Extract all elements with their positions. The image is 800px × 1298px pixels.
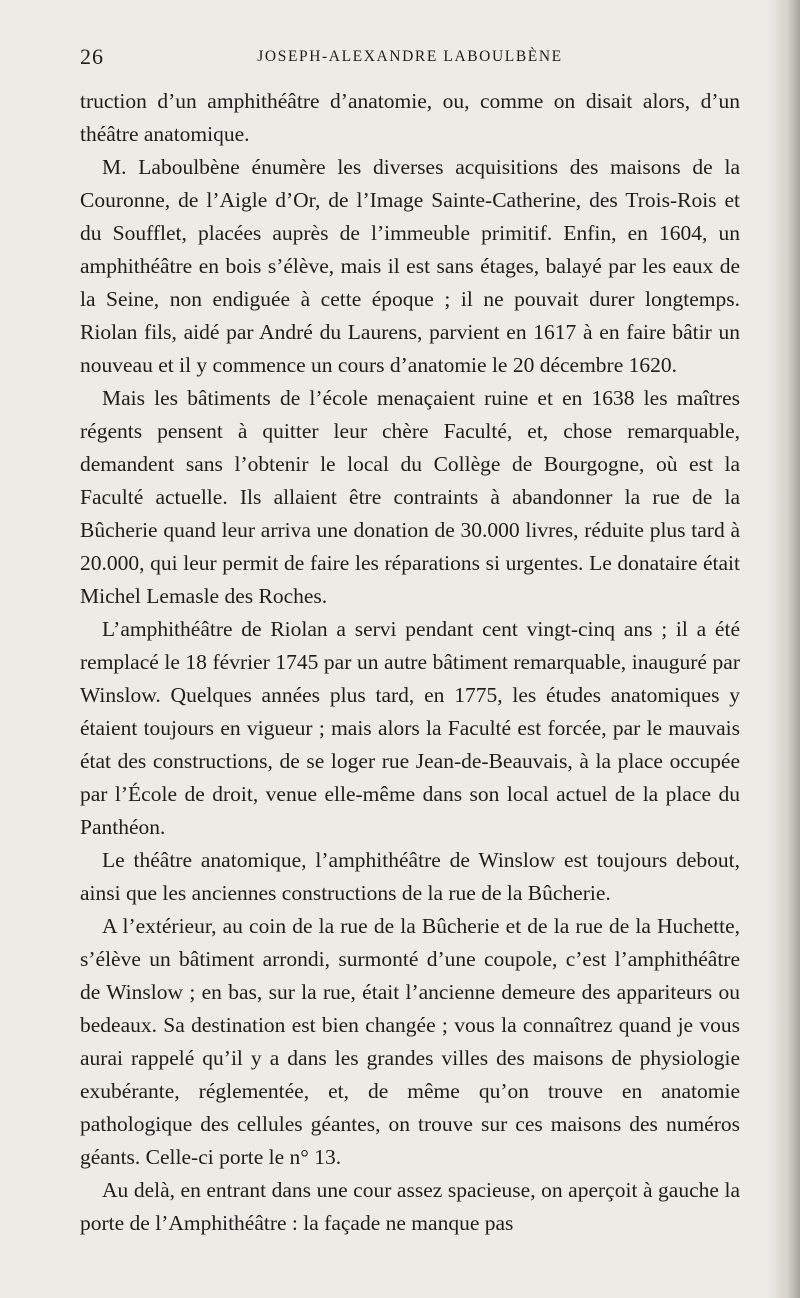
paragraph: Au delà, en entrant dans une cour assez spacieuse, on aperçoit à gauche la porte de l’Amphithéâtre : la façade ne manque pas bbox=[80, 1178, 740, 1235]
paragraph: Mais les bâtiments de l’école menaçaient ruine et en 1638 les maîtres régents pensent à quitter leur chère Faculté, et, chose remarquable, demandent sans l’obtenir le local du Collège de Bourgogne, où est la Faculté actuelle. Ils allaient être contraints à abandonner la rue de la Bûcherie quand leur arriva une donation de 30.000 livres, réduite plus tard à 20.000, qui leur permit de faire les réparations si urgentes. Le donataire était Michel Lemasle des Roches. bbox=[80, 386, 740, 608]
paragraph-continued: truction d’un amphithéâtre d’anatomie, ou, comme on disait alors, d’un théâtre anatomique. bbox=[80, 89, 740, 146]
body-text bbox=[80, 85, 740, 1240]
paragraph: A l’extérieur, au coin de la rue de la Bûcherie et de la rue de la Huchette, s’élève un bâtiment arrondi, surmonté d’une coupole, c’est l’amphithéâtre de Winslow ; en bas, sur la rue, était l’ancienne demeure des appariteurs ou bedeaux. Sa destination est bien changée ; vous la connaîtrez quand je vous aurai rappelé qu’il y a dans les grandes villes des maisons de physiologie exubérante, réglementée, et, de même qu’on trouve en anatomie pathologique des cellules géantes, on trouve sur ces maisons des numéros géants. Celle-ci porte le n° 13. bbox=[80, 914, 740, 1169]
running-head: JOSEPH-ALEXANDRE LABOULBÈNE bbox=[257, 48, 563, 65]
page-header bbox=[80, 44, 740, 74]
paragraph: L’amphithéâtre de Riolan a servi pendant cent vingt-cinq ans ; il a été remplacé le 18 février 1745 par un autre bâtiment remarquable, inauguré par Winslow. Quelques années plus tard, en 1775, les études anatomiques y étaient toujours en vigueur ; mais alors la Faculté est forcée, par le mauvais état des constructions, de se loger rue Jean-de-Beauvais, à la place occupée par l’École de droit, venue elle-même dans son local actuel de la place du Panthéon. bbox=[80, 617, 740, 839]
page-number: 26 bbox=[80, 44, 104, 69]
page-edge-shadow bbox=[768, 0, 800, 1298]
paragraph: M. Laboulbène énumère les diverses acquisitions des maisons de la Couronne, de l’Aigle d’Or, de l’Image Sainte-Catherine, des Trois-Rois et du Soufflet, placées auprès de l’immeuble primitif. Enfin, en 1604, un amphithéâtre en bois s’élève, mais il est sans étages, balayé par les eaux de la Seine, non endiguée à cette époque ; il ne pouvait durer longtemps. Riolan fils, aidé par André du Laurens, parvient en 1617 à en faire bâtir un nouveau et il y commence un cours d’anatomie le 20 décembre 1620. bbox=[80, 155, 740, 377]
paragraph: Le théâtre anatomique, l’amphithéâtre de Winslow est toujours debout, ainsi que les anciennes constructions de la rue de la Bûcherie. bbox=[80, 848, 740, 905]
